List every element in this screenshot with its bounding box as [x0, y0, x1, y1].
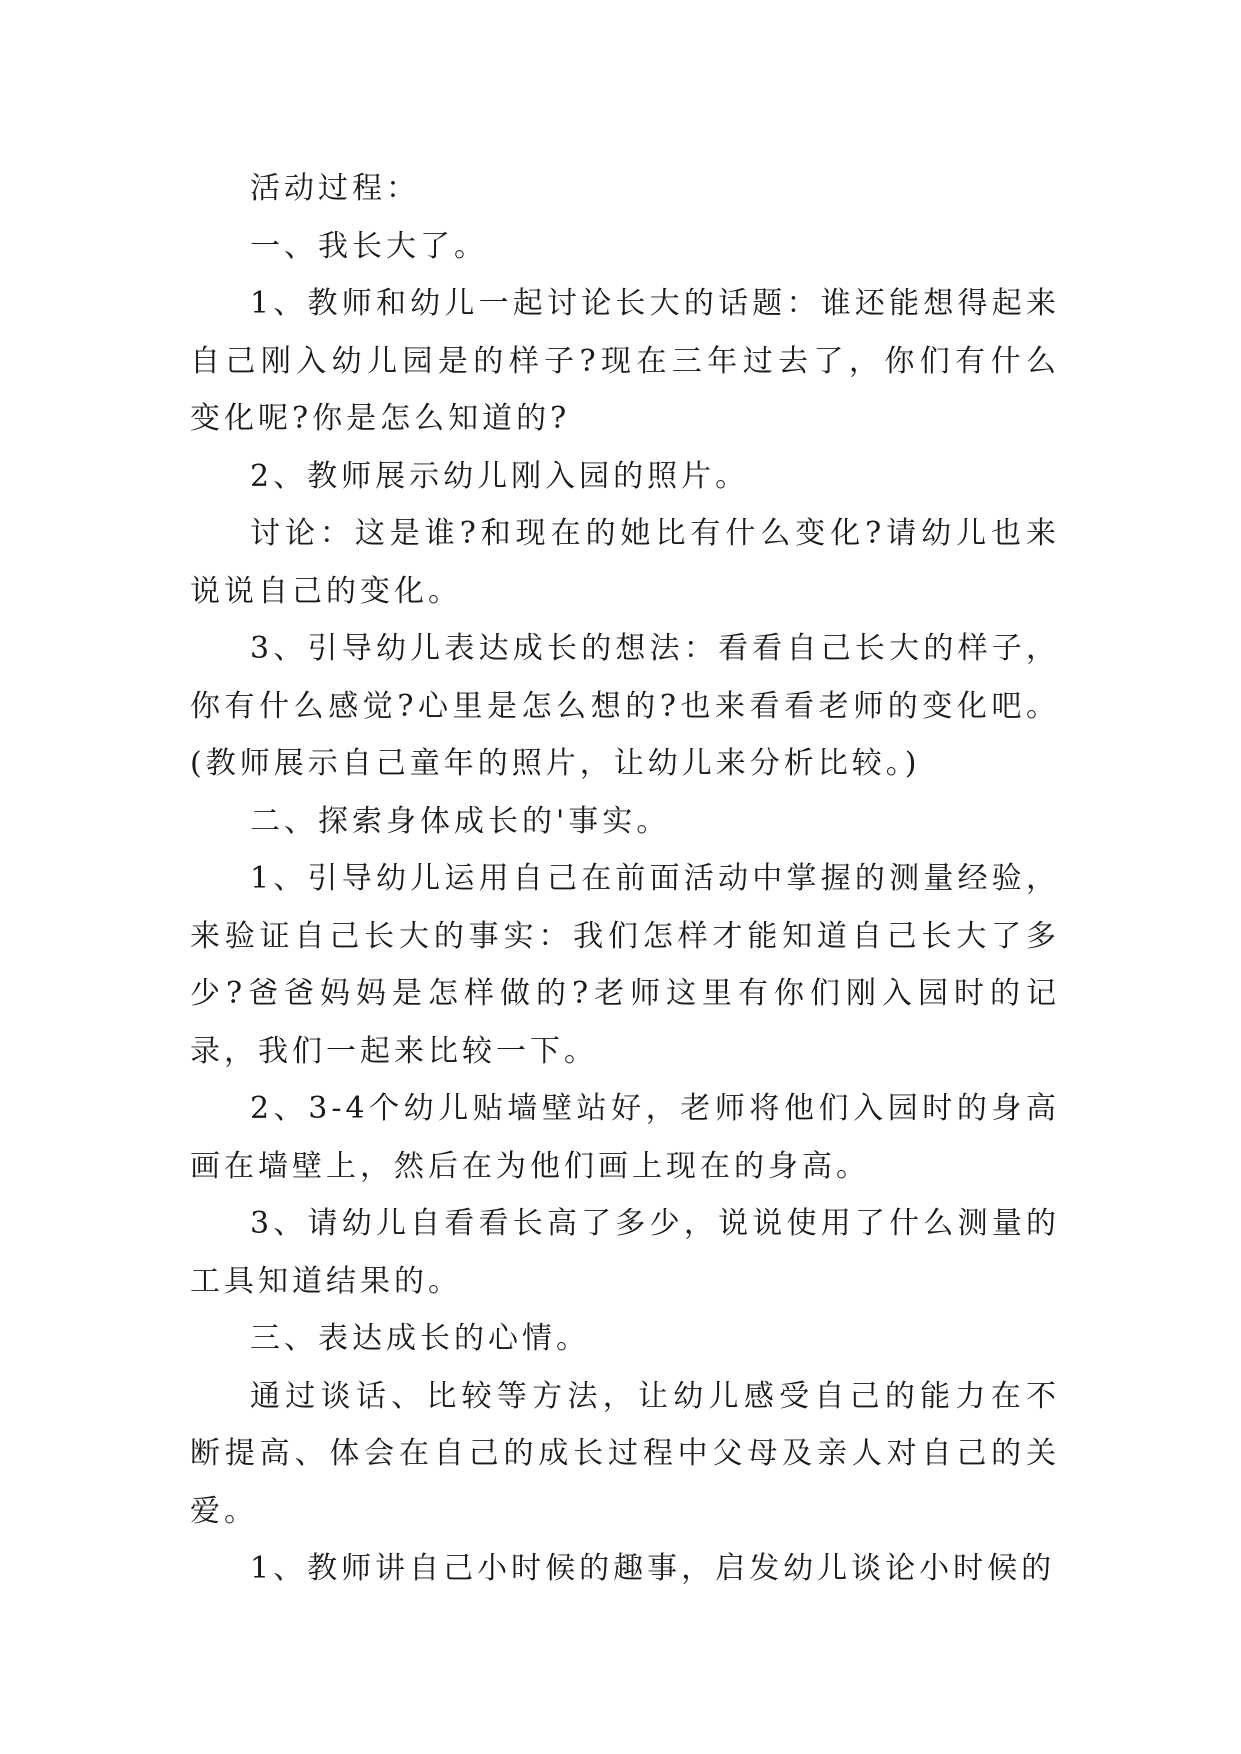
section-heading-3: 三、表达成长的心情。 — [250, 1321, 590, 1356]
document-body — [190, 160, 1060, 1598]
section-heading-1: 一、我长大了。 — [250, 228, 488, 264]
section-heading-2: 二、探索身体成长的'事实。 — [250, 803, 671, 839]
paragraph: 3、引导幼儿表达成长的想法：看看自己长大的样子，你有什么感觉?心里是怎么想的?也来看看老师的变化吧。(教师展示自己童年的照片，让幼儿来分析比较。) — [190, 631, 1060, 781]
paragraph: 通过谈话、比较等方法，让幼儿感受自己的能力在不断提高、体会在自己的成长过程中父母及亲人对自己的关爱。 — [190, 1378, 1060, 1529]
paragraph: 3、请幼儿自看看长高了多少，说说使用了什么测量的工具知道结果的。 — [190, 1206, 1060, 1299]
paragraph: 1、教师和幼儿一起讨论长大的话题：谁还能想得起来自己刚入幼儿园是的样子?现在三年过去了，你们有什么变化呢?你是怎么知道的? — [190, 286, 1060, 436]
paragraph: 2、教师展示幼儿刚入园的照片。 — [250, 458, 750, 494]
paragraph: 1、教师讲自己小时候的趣事，启发幼儿谈论小时候的 — [250, 1551, 1056, 1586]
paragraph: 1、引导幼儿运用自己在前面活动中掌握的测量经验，来验证自己长大的事实：我们怎样才能知道自己长大了多少?爸爸妈妈是怎样做的?老师这里有你们刚入园时的记录，我们一起来比较一下。 — [190, 861, 1060, 1069]
paragraph: 讨论：这是谁?和现在的她比有什么变化?请幼儿也来说说自己的变化。 — [190, 516, 1060, 609]
paragraph-heading-process: 活动过程： — [250, 171, 420, 206]
paragraph: 2、3-4个幼儿贴墙壁站好，老师将他们入园时的身高画在墙壁上，然后在为他们画上现在的身高。 — [190, 1091, 1060, 1184]
